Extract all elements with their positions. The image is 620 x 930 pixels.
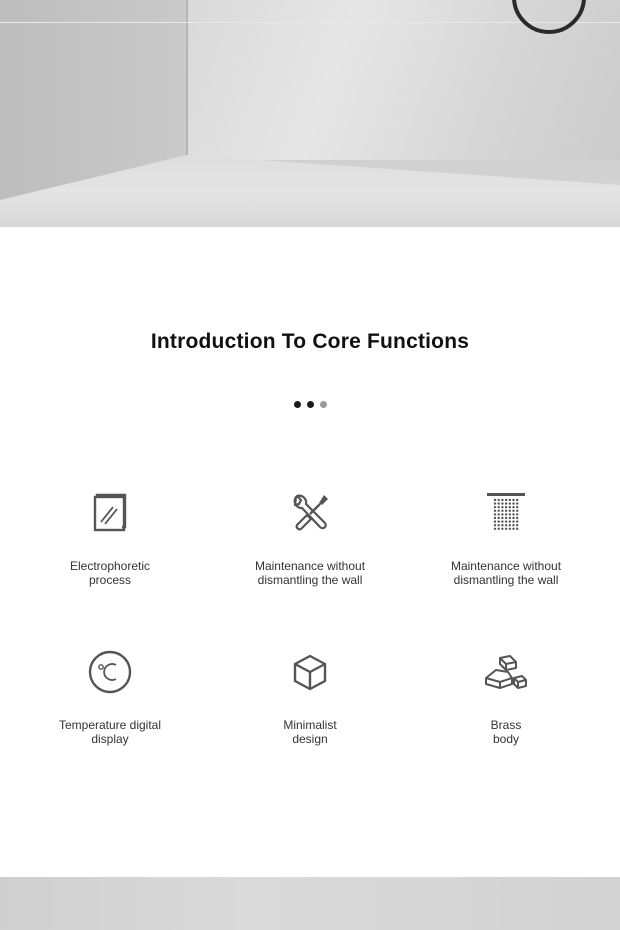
brass-ingots-icon: [482, 648, 530, 696]
shower-head-icon: [482, 489, 530, 537]
section-title: Introduction To Core Functions: [150, 330, 470, 353]
feature-label: Maintenance without dismantling the wall: [254, 559, 366, 587]
cube-icon: [286, 648, 334, 696]
carousel-dot-3[interactable]: [320, 401, 327, 408]
feature-label: Electrophoretic process: [69, 559, 151, 587]
next-section-image: [0, 877, 620, 930]
feature-brass-body: [406, 648, 606, 746]
carousel-dot-2[interactable]: [307, 401, 314, 408]
feature-minimalist-design: [210, 648, 410, 746]
carousel-dot-1[interactable]: [294, 401, 301, 408]
glass-panel-icon: [86, 489, 134, 537]
feature-maintenance-1: [210, 489, 410, 587]
hero-wall-corner: [186, 0, 188, 160]
celsius-icon: [86, 648, 134, 696]
feature-label: Maintenance without dismantling the wall: [450, 559, 562, 587]
hero-image: [0, 0, 620, 227]
feature-label: Temperature digital display: [58, 718, 162, 746]
feature-maintenance-2: [406, 489, 606, 587]
feature-label: Brass body: [490, 718, 522, 746]
carousel-dots: [0, 401, 620, 409]
feature-electrophoretic: [10, 489, 210, 587]
feature-temperature-display: [10, 648, 210, 746]
tools-icon: [286, 489, 334, 537]
feature-label: Minimalist design: [283, 718, 337, 746]
